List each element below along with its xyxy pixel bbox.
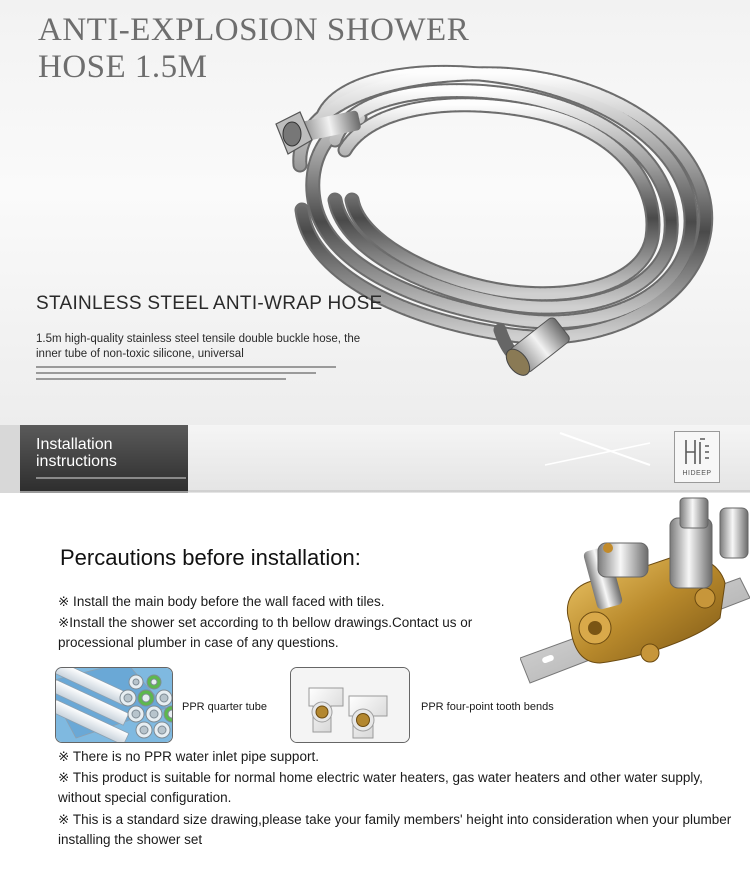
hideep-logo <box>674 431 720 483</box>
concealed-valve-image <box>520 488 750 703</box>
precautions-heading: Percautions before installation: <box>60 545 361 570</box>
ppr-tube-image <box>56 668 173 743</box>
ppr-bend-image <box>291 668 410 743</box>
banner-title: Installation instructions <box>36 436 117 470</box>
note-no-support: ※ There is no PPR water inlet pipe support. <box>58 749 319 764</box>
ppr-tube-label: PPR quarter tube <box>182 701 267 713</box>
hero-fine-print <box>36 364 336 384</box>
hero-title <box>38 12 558 86</box>
hero-subtitle: STAINLESS STEEL ANTI-WRAP HOSE <box>36 293 383 314</box>
note-main-body: ※ Install the main body before the wall faced with tiles. <box>58 594 385 609</box>
ppr-tube-box <box>55 667 173 743</box>
hideep-logo-icon <box>683 436 711 468</box>
note-water-heaters: ※ This product is suitable for normal home electric water heaters, gas water heaters and other water supply, without special configuration. <box>58 770 703 805</box>
installation-banner <box>0 425 750 493</box>
note-install-drawings: ※Install the shower set according to th bellow drawings.Contact us or processional plumber in case of any questions. <box>58 615 473 650</box>
ppr-bend-label: PPR four-point tooth bends <box>421 701 554 713</box>
banner-fine-print <box>36 475 186 481</box>
note-standard-size: ※ This is a standard size drawing,please take your family members' height into consideration when your plumber installing the shower set <box>58 812 732 847</box>
hero-title-line1: ANTI-EXPLOSION SHOWER <box>38 12 470 48</box>
hero-description: 1.5m high-quality stainless steel tensile double buckle hose, the inner tube of non-toxic silicone, universal <box>36 333 361 360</box>
logo-text: HIDEEP <box>682 470 712 477</box>
ppr-bend-box <box>290 667 410 743</box>
hero-title-line2: HOSE 1.5M <box>38 49 208 85</box>
hero-section <box>0 0 750 425</box>
banner-card <box>20 425 188 493</box>
